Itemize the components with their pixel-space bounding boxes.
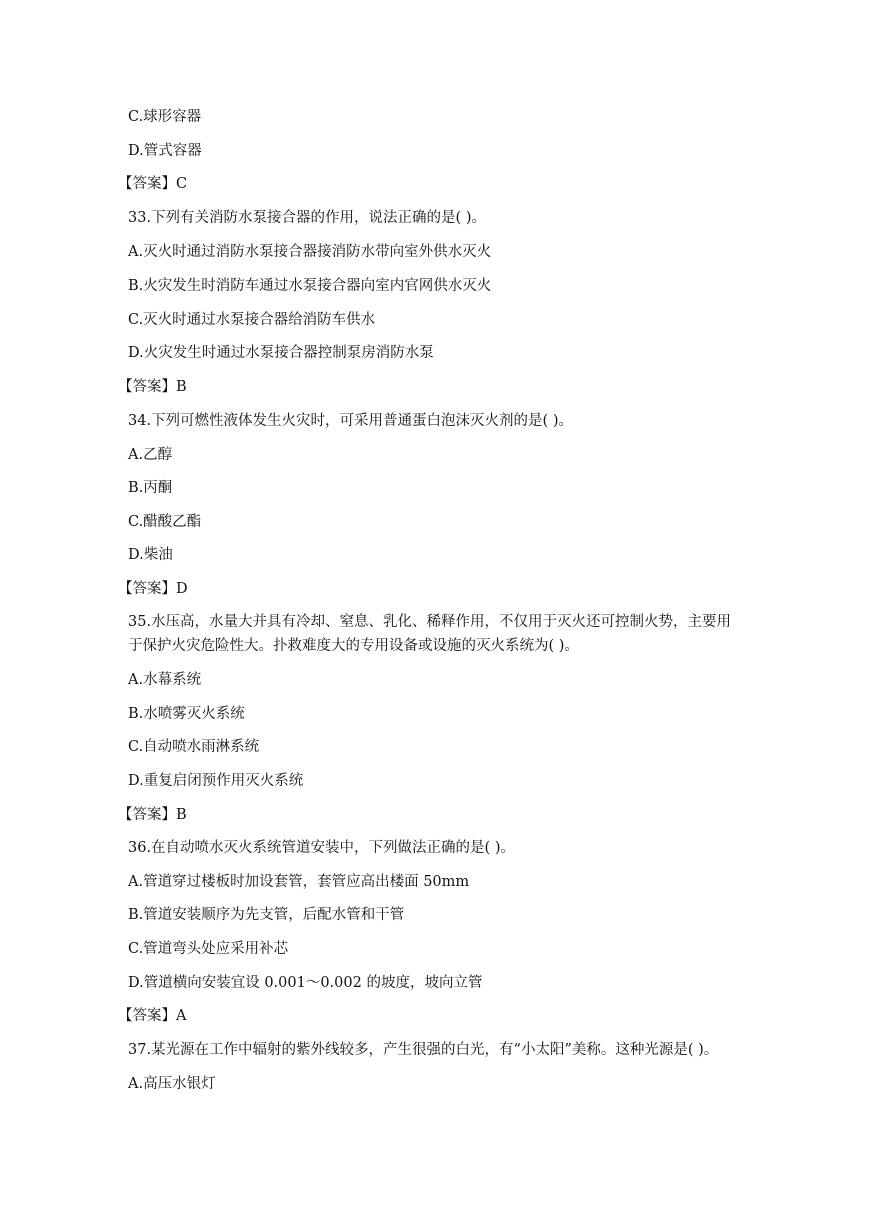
option-text: A.管道穿过楼板时加设套管，套管应高出楼面 50mm: [128, 874, 470, 890]
question-stem-continuation: 于保护火灾危险性大。扑救难度大的专用设备或设施的灭火系统为( )。: [128, 638, 579, 654]
option-text: D.管道横向安装宜设 0.001～0.002 的坡度，坡向立管: [128, 975, 483, 991]
question-stem: 33.下列有关消防水泵接合器的作用，说法正确的是( )。: [128, 210, 486, 226]
option-text: A.乙醇: [128, 447, 173, 463]
option-text: B.丙酮: [128, 480, 173, 496]
question-stem: 34.下列可燃性液体发生火灾时，可采用普通蛋白泡沫灭火剂的是( )。: [128, 413, 573, 429]
question-stem: 37.某光源在工作中辐射的紫外线较多，产生很强的白光，有“小太阳”美称。这种光源是( )。: [128, 1042, 719, 1058]
option-text: B.火灾发生时消防车通过水泵接合器向室内官网供水灭火: [128, 278, 492, 294]
answer-text: 【答案】A: [118, 1008, 187, 1024]
option-text: C.管道弯头处应采用补芯: [128, 941, 289, 957]
question-stem: 36.在自动喷水灭火系统管道安装中，下列做法正确的是( )。: [128, 840, 515, 856]
option-text: C.醋酸乙酯: [128, 514, 202, 530]
option-text: C.球形容器: [128, 109, 202, 125]
answer-text: 【答案】B: [118, 379, 187, 395]
answer-text: 【答案】B: [118, 807, 187, 823]
option-text: A.灭火时通过消防水泵接合器接消防水带向室外供水灭火: [128, 244, 492, 260]
option-text: A.高压水银灯: [128, 1076, 216, 1092]
answer-text: 【答案】C: [118, 176, 188, 192]
option-text: D.重复启闭预作用灭火系统: [128, 773, 304, 789]
option-text: D.柴油: [128, 547, 173, 563]
option-text: D.管式容器: [128, 143, 202, 159]
option-text: D.火灾发生时通过水泵接合器控制泵房消防水泵: [128, 345, 434, 361]
option-text: A.水幕系统: [128, 672, 202, 688]
option-text: B.水喷雾灭火系统: [128, 706, 245, 722]
answer-text: 【答案】D: [118, 581, 188, 597]
question-stem: 35.水压高，水量大并具有冷却、窒息、乳化、稀释作用，不仅用于灭火还可控制火势，主要用: [128, 614, 732, 630]
option-text: C.灭火时通过水泵接合器给消防车供水: [128, 312, 376, 328]
option-text: C.自动喷水雨淋系统: [128, 739, 260, 755]
option-text: B.管道安装顺序为先支管，后配水管和干管: [128, 907, 405, 923]
